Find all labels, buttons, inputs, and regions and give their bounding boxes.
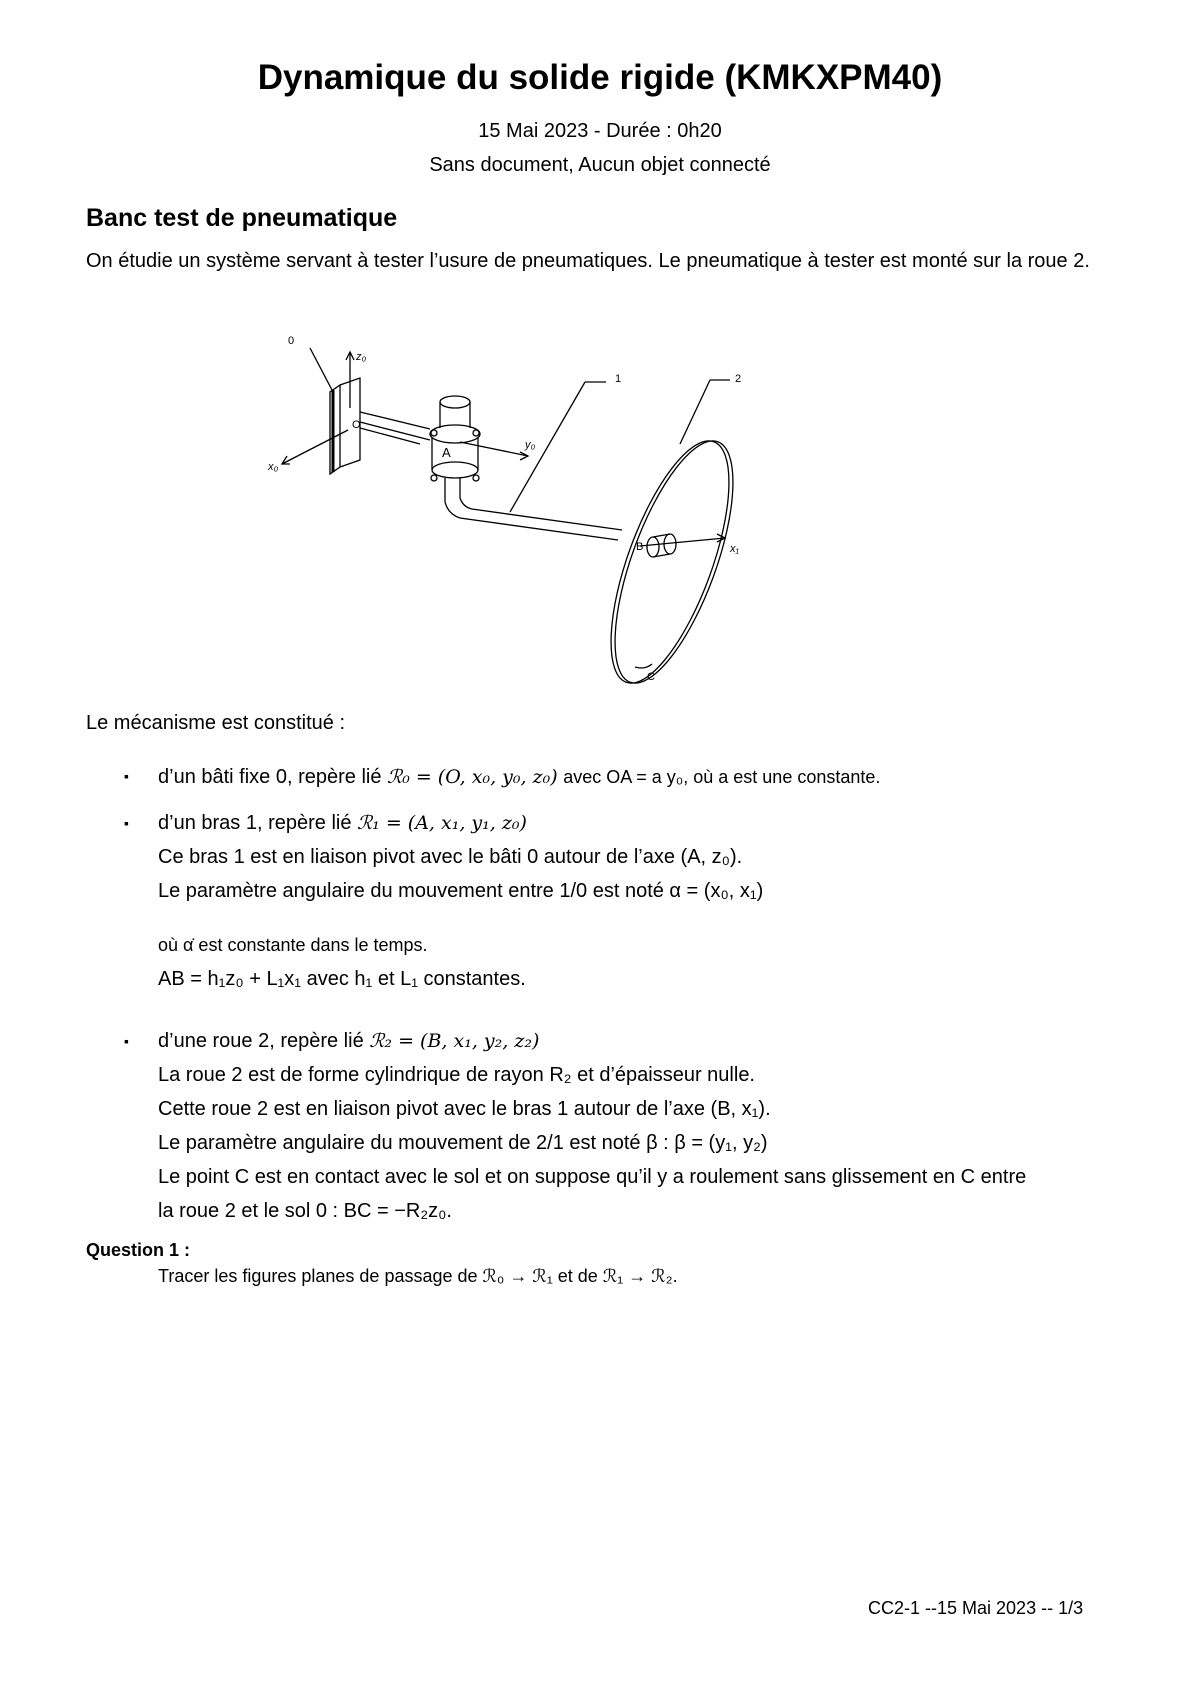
document-title: Dynamique du solide rigide (KMKXPM40) (257, 58, 943, 97)
x0-axis (282, 430, 348, 464)
svg-text:A: A (442, 445, 451, 460)
roue-lead: d’une roue 2, repère lié (158, 1030, 364, 1052)
roue-frame: ℛ₂ = (B, x₁, y₂, z₂) (369, 1030, 540, 1052)
roue-line-5: Le point C est en contact avec le sol et on suppose qu’il y a roulement sans glissement en C entre (158, 1166, 1027, 1188)
wheel-2 (587, 427, 753, 696)
bras-line-2: Ce bras 1 est en liaison pivot avec le bâti 0 autour de l’axe (A, z₀). (158, 846, 743, 868)
bras-lead: d’un bras 1, repère lié (158, 812, 352, 834)
roue-line-2: La roue 2 est de forme cylindrique de rayon R₂ et d’épaisseur nulle. (158, 1064, 755, 1086)
list-item-bras (158, 806, 1158, 996)
list-item-bati (158, 760, 1158, 794)
section-intro: On étudie un système servant à tester l’usure de pneumatiques. Le pneumatique à tester est monté sur la roue 2. (86, 250, 1090, 272)
bati-frame: ℛ₀ = (O, x₀, y₀, z₀) (387, 766, 558, 788)
svg-text:1: 1 (615, 373, 622, 385)
svg-text:2: 2 (735, 373, 742, 385)
roue-line-3: Cette roue 2 est en liaison pivot avec le bras 1 autour de l’axe (B, x₁). (158, 1098, 771, 1120)
svg-text:C: C (647, 671, 655, 683)
bati-tail: avec OA = a y₀, où a est une constante. (563, 767, 881, 787)
x1-axis (640, 538, 725, 546)
bras-line-3: Le paramètre angulaire du mouvement entre 1/0 est noté α = (x₀, x₁) (158, 880, 764, 902)
exam-rules: Sans document, Aucun objet connecté (429, 154, 771, 176)
svg-text:B: B (636, 541, 644, 553)
svg-text:x₁: x₁ (730, 543, 739, 555)
svg-text:x₀: x₀ (268, 461, 279, 473)
roue-line-4: Le paramètre angulaire du mouvement de 2/1 est noté β : β = (y₁, y₂) (158, 1132, 768, 1154)
page-footer: CC2-1 --15 Mai 2023 -- 1/3 (868, 1598, 1084, 1618)
svg-text:z₀: z₀ (356, 351, 367, 363)
section-title: Banc test de pneumatique (86, 204, 398, 232)
svg-text:0: 0 (288, 335, 295, 347)
question-label: Question 1 : (86, 1240, 191, 1260)
svg-text:y₀: y₀ (525, 439, 536, 451)
bullet-icon: ▪ (124, 768, 129, 784)
bras-line-5: AB = h₁z₀ + L₁x₁ avec h₁ et L₁ constantes. (158, 968, 526, 990)
mechanism-diagram (260, 335, 780, 692)
bras-line-4: où α̇ est constante dans le temps. (158, 935, 428, 955)
y0-axis (460, 442, 528, 456)
bati-lead: d’un bâti fixe 0, repère lié (158, 766, 382, 788)
question-text: Tracer les figures planes de passage de ℛ₀ → ℛ₁ et de ℛ₁ → ℛ₂. (158, 1266, 678, 1286)
bras-frame: ℛ₁ = (A, x₁, y₁, z₀) (357, 812, 527, 834)
mechanism-intro: Le mécanisme est constitué : (86, 712, 346, 734)
exam-date-duration: 15 Mai 2023 - Durée : 0h20 (478, 120, 722, 142)
roue-line-6: la roue 2 et le sol 0 : BC = −R₂z₀. (158, 1200, 452, 1222)
svg-text:O: O (352, 419, 361, 431)
bullet-icon: ▪ (124, 1033, 129, 1049)
list-item-roue (158, 1024, 1158, 1228)
bullet-icon: ▪ (124, 815, 129, 831)
